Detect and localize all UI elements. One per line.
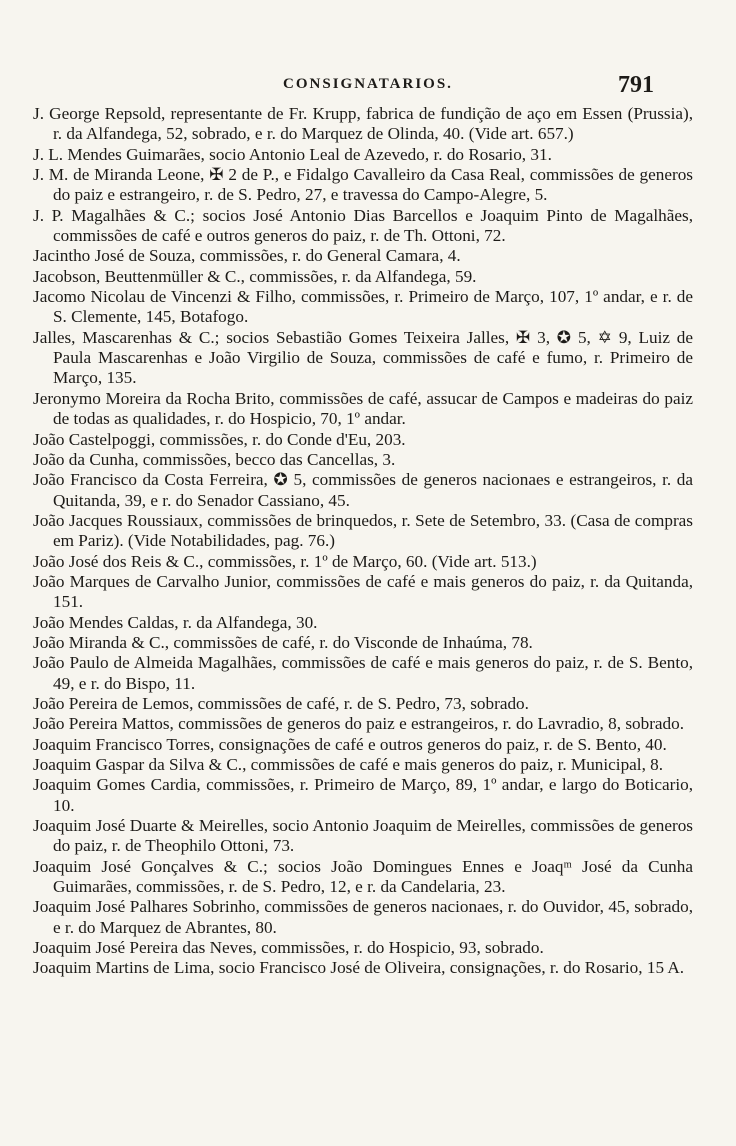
list-item: Jalles, Mascarenhas & C.; socios Sebastião Gomes Teixeira Jalles, ✠ 3, ✪ 5, ✡ 9, Luiz de Paula Mascarenhas e João Virgilio de Souza, commissões de café e fumo, r. Primeiro de Março, 135. (33, 327, 693, 388)
list-item: João Marques de Carvalho Junior, commissões de café e mais generos do paiz, r. da Quitanda, 151. (33, 571, 693, 612)
list-item: J. P. Magalhães & C.; socios José Antonio Dias Barcellos e Joaquim Pinto de Magalhães, commissões de café e outros generos do paiz, r. de Th. Ottoni, 72. (33, 205, 693, 246)
list-item: João Pereira Mattos, commissões de generos do paiz e estrangeiros, r. do Lavradio, 8, sobrado. (33, 714, 685, 734)
list-item: João Pereira de Lemos, commissões de café, r. de S. Pedro, 73, sobrado. (33, 693, 529, 713)
list-item: Joaquim Martins de Lima, socio Francisco José de Oliveira, consignações, r. do Rosario, 15 A. (33, 958, 685, 978)
list-item: João José dos Reis & C., commissões, r. 1º de Março, 60. (Vide art. 513.) (33, 551, 537, 571)
list-item: Joaquim José Pereira das Neves, commissões, r. do Hospicio, 93, sobrado. (33, 938, 544, 958)
list-item: João Castelpoggi, commissões, r. do Conde d'Eu, 203. (33, 429, 406, 449)
list-item: Joaquim José Gonçalves & C.; socios João Domingues Ennes e Joaqᵐ José da Cunha Guimarães, commissões, r. de S. Pedro, 12, e r. da Candelaria, 23. (33, 856, 693, 897)
list-item: J. George Repsold, representante de Fr. Krupp, fabrica de fundição de aço em Essen (Prussia), r. da Alfandega, 52, sobrado, e r. do Marquez de Olinda, 40. (Vide art. 657.) (33, 104, 693, 144)
list-item: Joaquim José Duarte & Meirelles, socio Antonio Joaquim de Meirelles, commissões de generos do paiz, r. de Theophilo Ottoni, 73. (33, 816, 693, 856)
list-item: João Miranda & C., commissões de café, r. do Visconde de Inhaúma, 78. (33, 632, 533, 652)
list-item: Jacintho José de Souza, commissões, r. do General Camara, 4. (33, 246, 461, 266)
list-item: Joaquim José Palhares Sobrinho, commissões de generos nacionaes, r. do Ouvidor, 45, sobrado, e r. do Marquez de Abrantes, 80. (33, 897, 693, 937)
list-item: Jacomo Nicolau de Vincenzi & Filho, commissões, r. Primeiro de Março, 107, 1º andar, e r. de S. Clemente, 145, Botafogo. (33, 287, 693, 327)
list-item: João da Cunha, commissões, becco das Cancellas, 3. (33, 449, 396, 469)
page-title: CONSIGNATARIOS. (283, 76, 453, 92)
list-item: João Jacques Roussiaux, commissões de brinquedos, r. Sete de Setembro, 33. (Casa de compras em Pariz). (Vide Notabilidades, pag. 76.) (33, 510, 693, 551)
list-item: João Francisco da Costa Ferreira, ✪ 5, commissões de generos nacionaes e estrangeiros, r. da Quitanda, 39, e r. do Senador Cassiano, 45. (33, 470, 693, 510)
list-item: Joaquim Francisco Torres, consignações de café e outros generos do paiz, r. de S. Bento, 40. (33, 734, 667, 754)
list-item: João Mendes Caldas, r. da Alfandega, 30. (33, 612, 318, 632)
list-item: J. M. de Miranda Leone, ✠ 2 de P., e Fidalgo Cavalleiro da Casa Real, commissões de generos do paiz e estrangeiro, r. de S. Pedro, 27, e travessa do Campo-Alegre, 5. (33, 165, 693, 205)
list-item: João Paulo de Almeida Magalhães, commissões de café e mais generos do paiz, r. de S. Bento, 49, e r. do Bispo, 11. (33, 653, 693, 693)
page-number: 791 (618, 72, 654, 98)
list-item: Jeronymo Moreira da Rocha Brito, commissões de café, assucar de Campos e madeiras do paiz de todas as qualidades, r. do Hospicio, 70, 1º andar. (33, 388, 693, 429)
list-item: J. L. Mendes Guimarães, socio Antonio Leal de Azevedo, r. do Rosario, 31. (33, 144, 552, 164)
list-item: Jacobson, Beuttenmüller & C., commissões, r. da Alfandega, 59. (33, 266, 477, 286)
list-item: Joaquim Gomes Cardia, commissões, r. Primeiro de Março, 89, 1º andar, e largo do Boticario, 10. (33, 775, 693, 815)
list-item: Joaquim Gaspar da Silva & C., commissões de café e mais generos do paiz, r. Municipal, 8. (33, 755, 664, 774)
entry-list (33, 104, 693, 979)
